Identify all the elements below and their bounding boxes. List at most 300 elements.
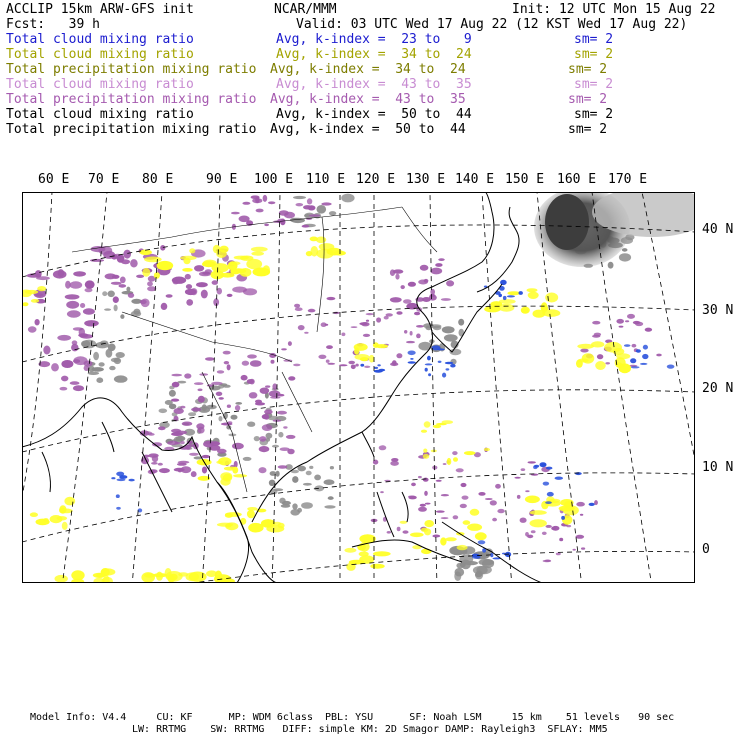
high-cloud-patch [341, 333, 345, 337]
high-cloud-patch [242, 202, 250, 205]
mid-cloud-patch [470, 509, 480, 516]
high-cloud-patch [256, 209, 264, 213]
high-cloud-patch [460, 504, 467, 508]
high-cloud-patch [227, 364, 231, 370]
low-cloud-patch [93, 352, 99, 361]
high-cloud-patch [198, 389, 203, 392]
high-cloud-patch [201, 290, 208, 299]
high-cloud-patch [395, 274, 399, 280]
low-cloud-patch [131, 311, 141, 317]
high-cloud-patch [401, 285, 405, 289]
mid-cloud-patch [37, 286, 46, 291]
high-cloud-patch [73, 327, 83, 330]
high-cloud-patch [408, 282, 416, 287]
high-cloud-patch [461, 483, 467, 487]
ice-cloud-patch [408, 351, 416, 356]
high-cloud-patch [288, 341, 292, 346]
mid-cloud-patch [319, 243, 335, 250]
high-cloud-patch [69, 281, 82, 289]
low-cloud-patch [206, 405, 217, 410]
high-cloud-patch [186, 284, 192, 289]
low-cloud-patch [235, 402, 242, 405]
low-cloud-patch [188, 412, 196, 416]
high-cloud-patch [61, 360, 73, 368]
high-cloud-patch [295, 307, 303, 311]
mid-cloud-patch [410, 533, 424, 538]
organization: NCAR/MMM [274, 2, 337, 17]
ice-cloud-patch [546, 467, 552, 470]
mid-cloud-patch [156, 572, 163, 581]
high-cloud-patch [635, 322, 643, 326]
latitude-label: 40 N [702, 222, 734, 237]
high-cloud-patch [436, 510, 445, 512]
ice-cloud-patch [643, 345, 648, 350]
high-cloud-patch [202, 455, 210, 458]
mid-cloud-patch [64, 497, 75, 506]
high-cloud-patch [497, 509, 504, 513]
low-cloud-patch [328, 496, 334, 500]
high-cloud-patch [262, 414, 269, 419]
high-cloud-patch [268, 201, 275, 204]
high-cloud-patch [527, 535, 533, 539]
high-cloud-patch [418, 476, 422, 478]
high-cloud-patch [250, 360, 262, 367]
mid-cloud-patch [423, 449, 427, 453]
high-cloud-patch [252, 198, 262, 203]
mid-cloud-patch [525, 496, 540, 504]
high-cloud-patch [416, 325, 424, 328]
ice-cloud-patch [408, 361, 416, 363]
high-cloud-patch [182, 422, 193, 426]
mid-cloud-patch [530, 510, 547, 515]
high-cloud-patch [286, 435, 296, 439]
field-name: Total cloud mixing ratio [6, 47, 194, 62]
high-cloud-patch [128, 293, 134, 298]
high-cloud-patch [159, 468, 170, 473]
high-cloud-patch [216, 392, 223, 396]
high-cloud-patch [227, 294, 233, 297]
high-cloud-patch [597, 354, 603, 359]
high-cloud-patch [645, 328, 652, 332]
mid-cloud-patch [183, 258, 190, 265]
low-cloud-patch [455, 568, 465, 577]
high-cloud-patch [278, 465, 288, 468]
mid-cloud-patch [220, 472, 232, 480]
high-cloud-patch [263, 195, 268, 202]
ice-cloud-patch [450, 364, 455, 368]
ice-cloud-patch [377, 364, 380, 366]
mid-cloud-patch [189, 248, 195, 253]
high-cloud-patch [249, 379, 255, 385]
high-cloud-patch [232, 443, 244, 450]
mid-cloud-patch [375, 344, 388, 348]
high-cloud-patch [105, 273, 117, 279]
ice-cloud-patch [561, 516, 565, 520]
mid-cloud-patch [591, 341, 604, 347]
high-cloud-patch [581, 547, 585, 549]
low-cloud-patch [169, 390, 176, 397]
high-cloud-patch [36, 276, 50, 280]
high-cloud-patch [160, 245, 165, 251]
field-k-index-range: Avg, k-index = 50 to 44 [276, 107, 472, 122]
low-cloud-patch [442, 326, 455, 333]
high-cloud-patch [264, 410, 273, 415]
mid-cloud-patch [616, 353, 630, 359]
mid-cloud-patch [545, 293, 558, 303]
mid-cloud-patch [604, 342, 622, 353]
ice-cloud-patch [555, 477, 563, 480]
mid-cloud-patch [457, 545, 468, 550]
mid-cloud-patch [144, 573, 155, 578]
high-cloud-patch [28, 326, 37, 332]
high-cloud-patch [198, 396, 205, 403]
high-cloud-patch [321, 322, 327, 327]
high-cloud-patch [73, 271, 86, 276]
mid-cloud-patch [157, 261, 174, 270]
high-cloud-patch [552, 526, 560, 531]
high-cloud-patch [406, 341, 415, 343]
high-cloud-patch [194, 265, 204, 271]
low-cloud-patch [461, 560, 471, 570]
low-cloud-patch [309, 466, 313, 469]
low-cloud-patch [341, 194, 354, 203]
ice-cloud-patch [116, 507, 121, 510]
high-cloud-patch [525, 490, 529, 492]
high-cloud-patch [404, 330, 407, 334]
high-cloud-patch [364, 366, 370, 368]
mid-cloud-patch [142, 268, 150, 277]
mid-cloud-patch [484, 448, 490, 451]
high-cloud-patch [120, 277, 126, 284]
low-cloud-patch [317, 205, 327, 214]
mid-cloud-patch [30, 512, 38, 517]
high-cloud-patch [430, 294, 436, 297]
high-cloud-patch [307, 198, 312, 204]
mid-cloud-patch [62, 522, 68, 530]
field-k-index-range: Avg, k-index = 23 to 9 [276, 32, 472, 47]
high-cloud-patch [545, 560, 551, 562]
high-cloud-patch [456, 468, 464, 472]
mid-cloud-patch [424, 421, 431, 427]
low-cloud-patch [608, 262, 614, 269]
high-cloud-patch [403, 299, 412, 304]
high-cloud-patch [422, 297, 431, 302]
high-cloud-patch [453, 515, 459, 519]
high-cloud-patch [184, 373, 191, 378]
low-cloud-patch [293, 196, 306, 199]
mid-cloud-patch [436, 423, 447, 425]
mid-cloud-patch [423, 454, 429, 459]
high-cloud-patch [441, 494, 449, 496]
high-cloud-patch [85, 280, 95, 288]
high-cloud-patch [573, 549, 576, 551]
ice-cloud-patch [519, 291, 523, 295]
high-cloud-patch [366, 320, 369, 322]
ice-cloud-patch [438, 361, 442, 363]
high-cloud-patch [387, 531, 391, 534]
high-cloud-patch [446, 280, 454, 286]
high-cloud-patch [173, 279, 179, 284]
high-cloud-patch [355, 364, 358, 367]
ice-cloud-patch [667, 365, 675, 369]
ice-cloud-patch [410, 358, 413, 360]
low-cloud-patch [479, 559, 495, 566]
high-cloud-patch [298, 325, 305, 330]
high-cloud-patch [436, 480, 442, 482]
high-cloud-patch [158, 426, 166, 430]
mid-cloud-patch [464, 451, 476, 455]
high-cloud-patch [625, 320, 629, 322]
mid-cloud-patch [595, 361, 606, 370]
high-cloud-patch [302, 225, 310, 228]
ice-cloud-patch [630, 358, 636, 363]
high-cloud-patch [656, 354, 662, 357]
high-cloud-patch [531, 530, 536, 533]
high-cloud-patch [217, 288, 222, 295]
high-cloud-patch [152, 455, 158, 462]
high-cloud-patch [84, 320, 99, 326]
low-cloud-patch [266, 433, 273, 439]
high-cloud-patch [632, 344, 637, 348]
forecast-hour: Fcst: 39 h [6, 17, 100, 32]
high-cloud-patch [259, 436, 266, 442]
high-cloud-patch [158, 463, 163, 466]
low-cloud-patch [108, 344, 116, 352]
high-cloud-patch [223, 351, 231, 355]
ice-cloud-patch [545, 501, 552, 504]
low-cloud-patch [247, 422, 255, 427]
mid-cloud-patch [247, 510, 255, 519]
latitude-label: 0 [702, 542, 710, 557]
high-cloud-patch [580, 514, 583, 516]
ice-cloud-patch [624, 344, 630, 347]
mid-cloud-patch [203, 260, 217, 267]
ice-cloud-patch [543, 482, 549, 486]
mid-cloud-patch [25, 290, 38, 294]
longitude-label: 110 E [306, 172, 346, 187]
high-cloud-patch [67, 310, 81, 317]
high-cloud-patch [241, 375, 248, 381]
ice-cloud-patch [636, 349, 641, 353]
high-cloud-patch [277, 411, 287, 415]
high-cloud-patch [309, 214, 320, 217]
high-cloud-patch [271, 360, 275, 364]
ice-cloud-patch [631, 366, 640, 368]
high-cloud-patch [141, 299, 150, 308]
high-cloud-patch [265, 385, 270, 387]
high-cloud-patch [430, 268, 442, 275]
high-cloud-patch [174, 442, 180, 444]
high-cloud-patch [119, 284, 127, 288]
mid-cloud-patch [251, 247, 268, 252]
ice-cloud-patch [442, 373, 446, 378]
ice-cloud-patch [445, 362, 454, 365]
high-cloud-patch [232, 287, 247, 293]
field-name: Total cloud mixing ratio [6, 32, 194, 47]
high-cloud-patch [180, 406, 185, 409]
high-cloud-patch [249, 392, 258, 398]
high-cloud-patch [627, 314, 635, 319]
field-smoothing: sm= 2 [568, 92, 608, 107]
high-cloud-patch [478, 492, 485, 496]
ice-cloud-patch [116, 494, 120, 498]
mid-cloud-patch [144, 257, 162, 263]
field-smoothing: sm= 2 [574, 47, 614, 62]
mid-cloud-patch [421, 528, 428, 532]
model-info-line2: LW: RRTMG SW: RRTMG DIFF: simple KM: 2D Smagor DAMP: Rayleigh3 SFLAY: MM5 [132, 724, 608, 735]
field-k-index-range: Avg, k-index = 34 to 24 [270, 62, 466, 77]
field-k-index-range: Avg, k-index = 43 to 35 [276, 77, 472, 92]
high-cloud-patch [432, 535, 440, 538]
high-cloud-patch [327, 297, 336, 300]
high-cloud-patch [255, 400, 262, 404]
longitude-label: 140 E [455, 172, 495, 187]
nw-pacific-cloud-core [545, 194, 589, 250]
high-cloud-patch [294, 304, 300, 308]
high-cloud-patch [78, 333, 88, 337]
ice-cloud-patch [498, 294, 502, 297]
longitude-label: 100 E [254, 172, 294, 187]
high-cloud-patch [326, 360, 330, 363]
ice-cloud-patch [503, 296, 507, 300]
high-cloud-patch [281, 348, 287, 350]
high-cloud-patch [130, 259, 138, 267]
high-cloud-patch [379, 445, 387, 450]
low-cloud-patch [223, 385, 231, 388]
high-cloud-patch [264, 224, 269, 227]
longitude-label: 80 E [142, 172, 174, 187]
high-cloud-patch [408, 496, 416, 500]
high-cloud-patch [424, 491, 428, 496]
ice-cloud-patch [116, 472, 124, 477]
ice-cloud-patch [427, 356, 431, 361]
high-cloud-patch [327, 363, 335, 365]
low-cloud-patch [290, 509, 300, 516]
mid-cloud-patch [240, 256, 253, 261]
low-cloud-patch [102, 291, 107, 296]
high-cloud-patch [189, 453, 199, 456]
high-cloud-patch [262, 424, 273, 431]
high-cloud-patch [43, 346, 50, 355]
ice-cloud-patch [642, 354, 648, 359]
mid-cloud-patch [225, 524, 231, 528]
field-k-index-range: Avg, k-index = 50 to 44 [270, 122, 466, 137]
high-cloud-patch [235, 405, 240, 411]
latitude-label: 30 N [702, 303, 734, 318]
low-cloud-patch [88, 372, 100, 375]
mid-cloud-patch [521, 308, 528, 313]
mid-cloud-patch [216, 461, 222, 464]
high-cloud-patch [174, 408, 184, 414]
high-cloud-patch [191, 408, 201, 412]
high-cloud-patch [123, 250, 131, 259]
ice-cloud-patch [640, 363, 648, 365]
high-cloud-patch [351, 326, 358, 328]
low-cloud-patch [324, 479, 335, 485]
mid-cloud-patch [274, 522, 282, 526]
high-cloud-patch [414, 312, 420, 316]
low-cloud-patch [254, 436, 260, 441]
mid-cloud-patch [170, 574, 178, 581]
low-cloud-patch [306, 471, 312, 476]
high-cloud-patch [65, 294, 80, 299]
ice-cloud-patch [478, 540, 486, 544]
field-smoothing: sm= 2 [574, 77, 614, 92]
high-cloud-patch [423, 478, 429, 482]
high-cloud-patch [441, 517, 449, 519]
ice-cloud-patch [547, 492, 554, 497]
mid-cloud-patch [101, 568, 116, 575]
mid-cloud-patch [576, 359, 583, 367]
high-cloud-patch [196, 282, 208, 287]
mid-cloud-patch [213, 245, 221, 253]
mid-cloud-patch [354, 348, 359, 355]
high-cloud-patch [580, 349, 588, 353]
mid-cloud-patch [467, 524, 482, 531]
high-cloud-patch [259, 446, 270, 452]
high-cloud-patch [435, 263, 442, 267]
mid-cloud-patch [233, 474, 247, 477]
low-cloud-patch [114, 375, 128, 382]
mid-cloud-patch [424, 520, 434, 527]
high-cloud-patch [260, 388, 270, 394]
latitude-label: 20 N [702, 381, 734, 396]
high-cloud-patch [397, 527, 401, 531]
high-cloud-patch [390, 461, 399, 466]
high-cloud-patch [462, 496, 469, 500]
field-smoothing: sm= 2 [574, 32, 614, 47]
low-cloud-patch [622, 248, 628, 252]
high-cloud-patch [60, 387, 68, 391]
high-cloud-patch [396, 353, 402, 358]
high-cloud-patch [546, 525, 552, 528]
high-cloud-patch [242, 361, 249, 366]
low-cloud-patch [104, 308, 111, 310]
mid-cloud-patch [463, 520, 471, 525]
low-cloud-patch [269, 480, 276, 486]
high-cloud-patch [303, 205, 312, 209]
longitude-label: 120 E [356, 172, 396, 187]
high-cloud-patch [528, 461, 536, 463]
model-title: ACCLIP 15km ARW-GFS init [6, 2, 194, 17]
low-cloud-patch [100, 340, 108, 345]
mid-cloud-patch [370, 564, 384, 569]
low-cloud-patch [444, 334, 458, 341]
high-cloud-patch [418, 507, 427, 512]
mid-cloud-patch [400, 521, 408, 524]
low-cloud-patch [301, 502, 313, 509]
low-cloud-patch [111, 358, 120, 363]
high-cloud-patch [273, 420, 282, 422]
mid-cloud-patch [369, 355, 375, 363]
high-cloud-patch [161, 303, 168, 310]
longitude-label: 70 E [88, 172, 120, 187]
mid-cloud-patch [344, 548, 356, 553]
mid-cloud-patch [55, 575, 68, 583]
field-name: Total cloud mixing ratio [6, 107, 194, 122]
high-cloud-patch [594, 333, 601, 337]
high-cloud-patch [293, 364, 300, 367]
mid-cloud-patch [240, 268, 252, 277]
high-cloud-patch [351, 365, 356, 370]
mid-cloud-patch [50, 515, 63, 523]
high-cloud-patch [396, 311, 402, 315]
high-cloud-patch [191, 471, 197, 477]
field-name: Total precipitation mixing ratio [6, 62, 257, 77]
high-cloud-patch [576, 535, 585, 539]
ice-cloud-patch [111, 477, 115, 479]
high-cloud-patch [556, 553, 561, 556]
